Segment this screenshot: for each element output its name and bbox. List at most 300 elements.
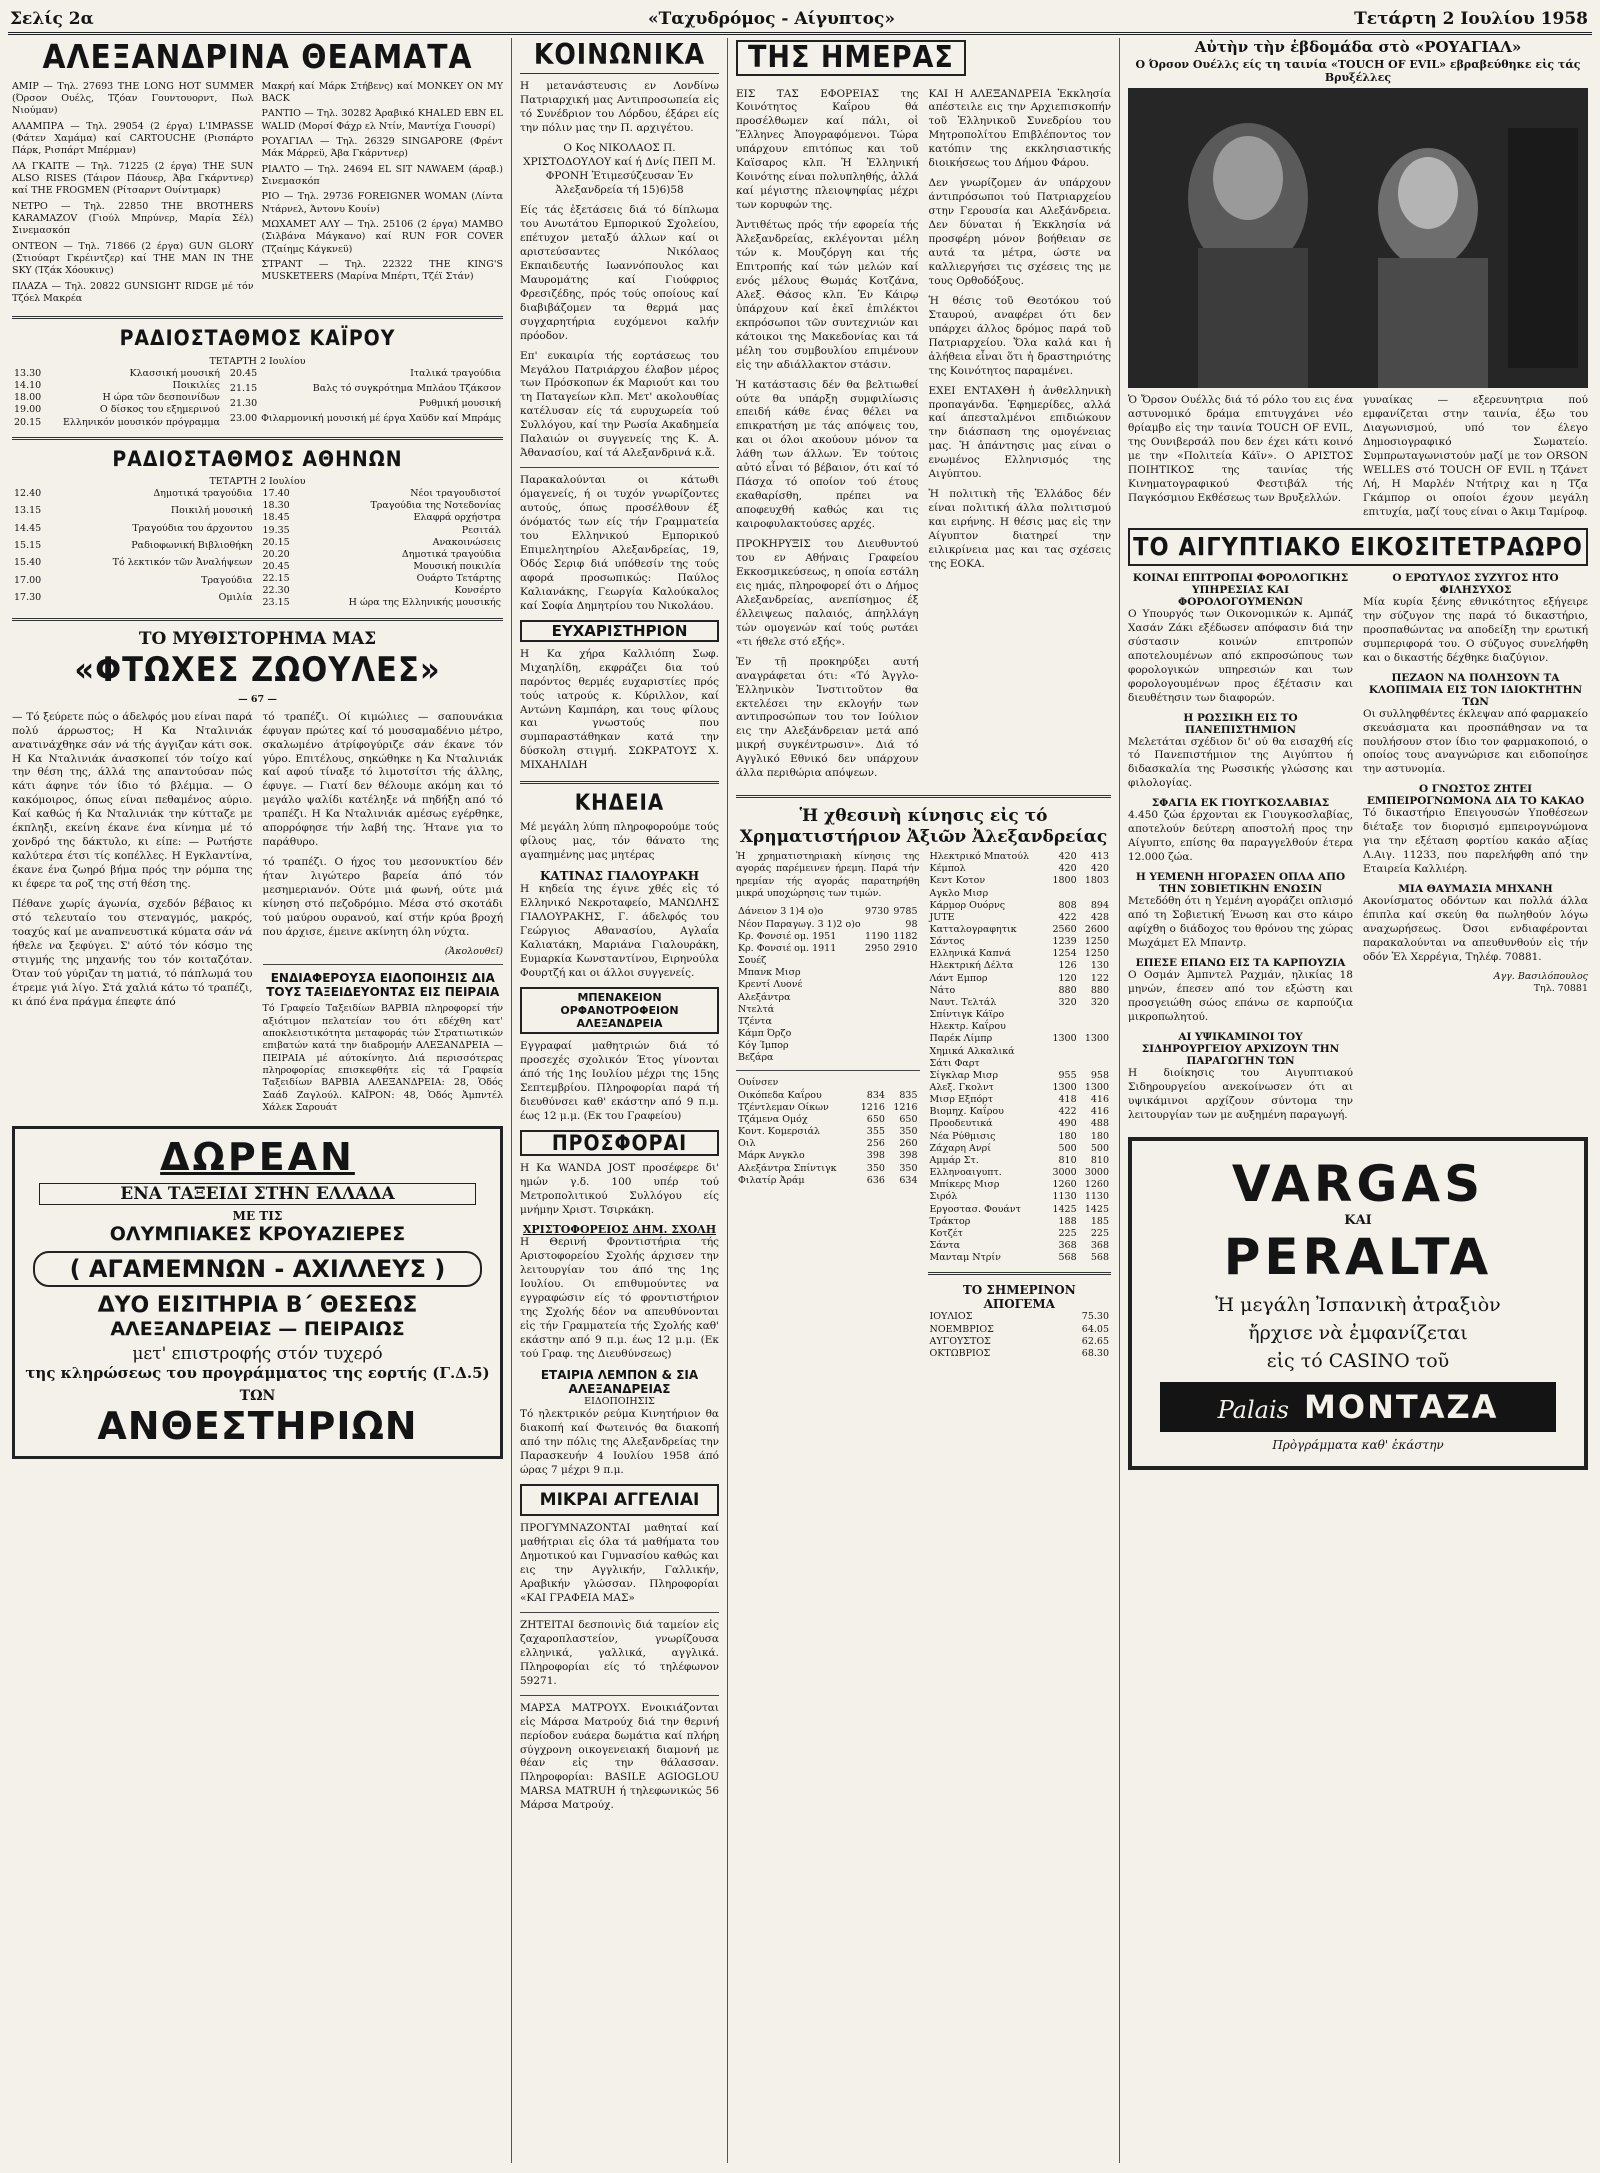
stock-row-cell: 126 (1058, 960, 1077, 972)
stock-row (928, 1082, 1112, 1094)
cotton-row-cell: 75.30 (1081, 1311, 1109, 1323)
stock-row (928, 985, 1112, 997)
stock-row (928, 1009, 1112, 1021)
stock-row-cell: 9785 (893, 906, 918, 918)
cotton-row (928, 1348, 1112, 1360)
radio-program-row (12, 488, 255, 505)
stock-row-cell: 260 (899, 1138, 918, 1150)
stock-row-cell: 636 (866, 1174, 885, 1186)
radio-program-row-cell: 21.15 (229, 383, 258, 395)
offers-text: Η Κα WANDA JOST προσέφερε δι' ημών γ.δ. 100 υπέρ τού Μετροπολιτικού Συλλόγου είς μνήμην Χριστ. Τσιρκάκη. (520, 1161, 719, 1216)
stock-row-cell: 416 (1090, 1094, 1109, 1106)
stock-row (736, 967, 920, 979)
stock-row (928, 1131, 1112, 1143)
ad-casino-line-3: εἰς τό CASINO τοῦ (1266, 1349, 1450, 1372)
social-text-1: Η μετανάστευσις εν Λονδίνω Πατριαρχική μας Αντιπροσωπεία εἰς τό Συνέδριον του Λόρδου, έξάρει είς την πόλιν μας την Π. αρχιγέτου. (520, 80, 719, 135)
funeral-text: Μέ μεγάλη λύπη πληροφορούμε τούς φίλους μας, τόν θάνατο της αγαπημένης μας μητέρας (520, 821, 719, 862)
cinema-entry: ΝΕΤΡΟ — Τηλ. 22850 THE BROTHERS KARAMAZOV (Γιούλ Μπρύνερ, Μαρία Σέλ) Σινεμασκόπ (12, 200, 254, 237)
stock-row-cell: 958 (1090, 1069, 1109, 1081)
stock-row-cell: Ελληνικά Καπνά (929, 948, 1011, 960)
stock-row-cell (891, 979, 919, 991)
cinema-entry: ΛΑ ΓΚΑΙΤΕ — Τηλ. 71225 (2 έργα) THE SUN ALSO RISES (Τάιρον Πάουερ, Άβα Γκάρντνερ) καί THE FROGMEN (Ρίτσαρντ Ουίντμαρκ) (12, 160, 254, 197)
radio-program-row-cell: 23.15 (262, 597, 290, 609)
paper-name: «Ταχυδρόμος - Αίγυπτος» (648, 9, 895, 29)
day-text-f: ΚΑΙ Η ΑΛΕΞΑΝΔΡΕΙΑ Ἐκκλησία απέστειλε εις την Αρχιεπισκοπήν τοῦ Ἑλληνικοῦ Συνεδρίου του Μητροπολίτου Επιβλέποντος τον κατόπιν της εκκλησιαστικής διοικήσεως του Δήμου Φάρου. (928, 87, 1111, 170)
radio-program-row (261, 549, 504, 561)
stock-row-cell (1079, 1058, 1111, 1070)
radio-program-row-cell: Φιλαρμονική μουσική μέ έργα Χαϋδν καί Μπράμς (261, 413, 501, 425)
radio-program-row-cell: 18.45 (262, 512, 290, 524)
radio-program-row-cell: 20.45 (262, 560, 290, 572)
stock-row-cell (891, 1016, 919, 1028)
stock-row-cell: Χημικά Αλκαλικά (929, 1045, 1015, 1057)
stock-row (928, 1179, 1112, 1191)
stock-row-cell: 1190 (865, 930, 890, 942)
radio-program-row (12, 540, 255, 557)
ad-casino-line-1: Ἡ μεγάλη Ἰσπανικὴ ἀτραξιὸν (1215, 1293, 1501, 1316)
stock-row (928, 863, 1112, 875)
radio-program-row-cell: Ρεσιτάλ (461, 524, 501, 536)
stock-row-cell (863, 919, 891, 931)
stock-row (736, 1028, 920, 1040)
radio-program-row-cell: Νέοι τραγουδιστοί (410, 488, 501, 500)
stock-row-cell: 422 (1058, 1106, 1077, 1118)
stock-row-cell: Αλεξάντρα (738, 991, 791, 1003)
radio-program-row (261, 585, 504, 597)
stock-row-cell (863, 1028, 891, 1040)
stock-row-cell: 500 (1058, 1142, 1077, 1154)
day-text-i: ΕΧΕΙ ΕΝΤΑΧΘΗ ἡ ἀνθελληνικὴ προπαγάνδα. Ἐφημερίδες, αλλά καί άπεσταλμένοι επιδιώκουν την διάσπαση της ομογένειας μας. Ἡ ἀπάντησις μας είναι ο ενωμένος Ελληνισμός της Αιγύπτου. (928, 384, 1111, 481)
stock-row-cell: 1216 (893, 1101, 918, 1113)
stock-row-cell: Προοδευτικά (929, 1118, 993, 1130)
stock-row-cell: 1216 (860, 1101, 885, 1113)
radio-program-row (228, 368, 503, 383)
stock-row-cell: 320 (1058, 996, 1077, 1008)
funeral-title: ΚΗΔΕΙΑ (574, 791, 665, 817)
stock-row-cell (891, 955, 919, 967)
stock-row-cell: 1260 (1084, 1179, 1109, 1191)
serial-text-b: Πέθανε χωρίς άγωνία, σχεδόν βέβαιος κι στό τελευταίο του στεναγμός, μακρός, τοαχύς καί με αναπνευστικά κύματα σάν νά ήθελε να ξεφύγει. Σ' αύτό τόν κόσμο της στιγμής της μηχανής του τόν κοιταζόταν. Όταν τού γύριζαν τη ματιά, τό πάπλωμά του έτρεμε γιά λίγο. Στά χαλιά κάτω τό τραπέζι, κι άπό ένα πράγμα έπεφτε άπό (12, 898, 253, 1008)
stock-row-cell (1079, 1009, 1111, 1021)
stock-row-cell: Κεντ Κοτον (929, 875, 986, 887)
radio-program-row-cell: Μουσική ποικιλία (413, 560, 501, 572)
stock-row-cell (863, 967, 891, 979)
article-meat-text: 4.450 ζώα έρχονται εκ Γιουγκοσλαβίας, αποτελούν δεύτερη αποστολή προς την Αίγυπτο, επίσης θα παραγγελθούν έτερα 12.000 ζώα. (1128, 809, 1353, 864)
day-text-h: Ἡ θέσις τοῦ Θεοτόκου τού Σταυρού, αναφέρει ότι δεν υπάρχει άλλος δρόμος παρά τοῦ Πατριαρχείου. Ὅλα καλά και ἡ ἀλήθεια εἶναι ὅτι ἡ δραστηριότης της Κοινότητος παραμένει. (928, 294, 1111, 377)
classified-2: ΖΗΤΕΙΤΑΙ δεσποινὶς διά ταμείον εἰς ζαχαροπλαστείον, γνωρίζουσα ελληνικά, γαλλικά, αγγλικά. Πληροφορίαι είς τό τηλέφωνον 59271. (520, 1618, 719, 1687)
stock-row-cell: 1182 (893, 930, 918, 942)
stock-row (928, 936, 1112, 948)
stock-row-cell: 398 (866, 1150, 885, 1162)
stock-row (736, 1090, 920, 1102)
stock-row-cell (1046, 1046, 1078, 1058)
article-yemen-text: Μετεδόθη ότι η Υεμένη αγοράζει οπλισμό από τη Σοβιετική Ένωση και στο κάιρο αφίχθη ο διάδοχος του θρόνου της χώρας Μωχάμετ Ελ Μπαντρ. (1128, 895, 1353, 949)
radio-program-row-cell: 22.15 (262, 573, 290, 585)
stock-row-cell: 810 (1090, 1154, 1109, 1166)
ad-line-6: ΑΛΕΞΑΝΔΡΕΙΑΣ — ΠΕΙΡΑΙΩΣ (110, 1318, 405, 1341)
radio-program-row-cell: 18.30 (262, 500, 290, 512)
stock-row-cell: Βιομηχ. Καΐρου (929, 1106, 1004, 1118)
stock-row-cell: Κοτζέτ (929, 1227, 963, 1239)
ad-name-peralta: PERALTA (1223, 1227, 1493, 1286)
stock-row-cell: Μάρκ Ανγκλο (738, 1150, 805, 1162)
stock-row (928, 960, 1112, 972)
stock-row-cell: Σιρόλ (929, 1191, 958, 1203)
stock-row (928, 973, 1112, 985)
radio-program-row-cell: Ομιλία (218, 592, 253, 604)
ad-line-7: μετ' επιστροφής στόν τυχερό (132, 1344, 383, 1365)
radio-program-row-cell: 14.10 (14, 380, 42, 392)
stock-row-cell: 185 (1090, 1215, 1109, 1227)
cinema-entry: ΠΛΑΖΑ — Τηλ. 20822 GUNSIGHT RIDGE μέ τόν Τζόελ Μακρέα (12, 280, 254, 305)
stock-row (736, 1040, 920, 1052)
running-header (8, 6, 1592, 35)
radio-program-row-cell: 15.15 (14, 540, 42, 552)
serial-title: «ΦΤΩΧΕΣ ΖΩΟΥΛΕΣ» (74, 649, 441, 690)
stock-row-cell: 955 (1058, 1069, 1077, 1081)
cotton-row-cell: 62.65 (1081, 1335, 1109, 1347)
stock-row-cell: 420 (1090, 863, 1109, 875)
stock-row-cell: JUTE (929, 911, 955, 923)
ad-line-9: ΤΩΝ (239, 1388, 276, 1405)
stock-table-right (928, 851, 1112, 1264)
stock-row (928, 888, 1112, 900)
radio-program-row-cell: Ραδιοφωνική Βιβλιοθήκη (131, 540, 253, 552)
radio-program-row-cell: Ελληνικόν μουσικόν πρόγραμμα (62, 416, 220, 428)
column-entertainment (4, 38, 512, 2163)
radio-program-row (261, 537, 504, 549)
stock-row (928, 851, 1112, 863)
stock-row (736, 1138, 920, 1150)
radio-program-row-cell: 20.15 (262, 536, 290, 548)
stock-row (928, 1143, 1112, 1155)
stock-row-cell: 880 (1090, 984, 1109, 996)
stock-row-cell: 650 (866, 1113, 885, 1125)
stock-row-cell (863, 979, 891, 991)
stock-row-cell: 650 (899, 1113, 918, 1125)
serial-text-c: τό τραπέζι. Οί κιμώλιες — σαπουνάκια έφυγαν πρώτες καί τό μουσαμαδένιο μέτρο, σκαλωμένο άτρίφογύριζε σάν έκανε τόν γύρο. Επιτέλους, σηκώθηκε η Κα Νταλινιάκ καί αφού τίναξε τό λιμοτσίτσι τής άλλης, έφυγε. — Γιατί δεν θέλουμε ακόμη και τό μεγάλο ψαλίδι κατέληξε νά πηδήξη από τό τραπέζι. Η Κα Νταλινιάκ αμέσως εγέρθηκε, απορρόφησε τήν λαβή της. Ήτανε για το παράθυρο. (262, 710, 503, 849)
radio-program-row (261, 597, 504, 609)
stock-row-cell: Κόγ Ίμπορ (738, 1040, 789, 1052)
stock-row-cell (1079, 1046, 1111, 1058)
day-text-j: Ἡ πολιτικὴ τῆς Ἑλλάδος δέν είναι πολιτική άλλα πολιτισμού και ειρήνης. Η θέσις μας εἰς την Αίγυπτον διατηρεί την ειλικρίνεια μας και τας σχέσεις της ΕΟΚΑ. (928, 488, 1111, 570)
radio-athens-title: ΡΑΔΙΟΣΤΑΘΜΟΣ ΑΘΗΝΩΝ (112, 446, 403, 471)
stock-row-cell: Μπίκερς Μισρ (929, 1179, 1000, 1191)
stock-row-cell: 368 (1058, 1240, 1077, 1252)
radio-program-row (261, 500, 504, 512)
serial-text-a: — Τό ξεύρετε πώς ο άδελφός μου είναι παρά πολύ άρρωστος; Η Κα Νταλινιάκ ανατινάχθηκε σάν νά τής άγγιζαν κάτι σοκ. Η Κα Νταλινιάκ άνασκοπεί τόν τοίχο καί την θέση της, άλλά της απαντούσαν πώς κάτι άφηνε τόν ίδιο τό βλέμμα. — Ο κακόμοιρος, όπως είναι πεθαμένος αύριο. Καί καθώς ή Κα Νταλινιάκ την κύτταζε με έκπληξι, εκείνη έκανε ένα κίνημα μέ τό χονδρό της δάκτυλο, κι είπε: — Ρωτήστε καλύτερα έτσι τίς κοπέλλες. Η Εγκλαντίνα, έκανε ένα ζωηρό βήμα πρός την ρόμπα της κι έφερε τα ροζ της στή θέση της. (12, 710, 253, 891)
classifieds-title: ΜΙΚΡΑΙ ΑΓΓΕΛΙΑΙ (520, 1484, 719, 1516)
radio-program-row-cell: 21.30 (229, 398, 258, 410)
stock-row-cell: Παρέκ Λίμπρ (929, 1033, 993, 1045)
radio-athens-left (12, 488, 255, 610)
radio-program-row (261, 561, 504, 573)
ad-line-2: ΜΕ ΤΙΣ (232, 1209, 283, 1224)
stock-row (928, 1058, 1112, 1070)
cinema-entry: ΑΜΙΡ — Τηλ. 27693 THE LONG HOT SUMMER (Όρσον Ουέλς, Τζόαν Γουντουορντ, Πωλ Νιούμαν) (12, 80, 254, 117)
stock-row-cell (854, 1077, 887, 1089)
stock-row-cell (1079, 1021, 1111, 1033)
radio-program-row-cell: Ποικιλή μουσική (170, 505, 253, 517)
stock-row-cell: Ντελτά (738, 1003, 775, 1015)
stock-row-cell (1046, 1009, 1078, 1021)
stock-row-cell: 1300 (1084, 1033, 1109, 1045)
day-text-b: Ἀντιθέτως πρός τήν εφορεία τής Ἀλεξανδρείας, εκλέγονται μέλη τών κ. Μουζόργη και τής Επιτροπής καί τών μελών καί ενός μέλους Θωμάς Κοτζάνα, Αλεξ. Θάσος κλπ. Ἐν Κάιρῳ ὑπάρχουν καί ἐκεῖ ἐπιλέκτοι εκπρόσωποι τῶν συντεχνιών και κάτοικοι της Μακεδονίας και τά μέλη του συμβουλίου επιμένουν εἰς την αδιάλλακτον στάσιν. (736, 219, 919, 371)
article-tax-text: Ο Υπουργός των Οικονομικών κ. Αμπάζ Χασάν Ζάκι εξέδωσεν απόφασιν διά την σύστασιν κοινών επιτροπών αποτελουμένων από εκπροσώπους των φορολογικών υπηρεσιών και των φορολογουμένων προς έξέτασιν και διευθέτησιν των διαφορών. (1128, 607, 1353, 704)
article-machine-text: Ακονίσματος οδόντων και πολλά άλλα έπιπλα καί σκεύη θα πωληθούν λόγω αναχωρήσεως. Όσοι ενδιαφέρονται παρακαλούνται να απευθυνθούν εἰς τήν οδόν Ἐλ Χερρέγια, Τηλέφ. 70881. (1363, 895, 1588, 963)
stock-row (736, 1150, 920, 1162)
stock-row (928, 1070, 1112, 1082)
stock-row-cell: 180 (1090, 1130, 1109, 1142)
stock-row-cell: 1800 (1052, 875, 1077, 887)
ad-venue-banner (1160, 1382, 1556, 1432)
stock-row-cell: Εργοστασ. Φουάντ (929, 1203, 1021, 1215)
serial-label: ΤΟ ΜΥΘΙΣΤΟΡΗΜΑ ΜΑΣ (138, 628, 377, 649)
stock-row-cell: 3000 (1084, 1167, 1109, 1179)
stock-row-cell: Ουίνσεν (738, 1077, 779, 1089)
stock-row (928, 1046, 1112, 1058)
stock-row-cell: 3000 (1052, 1167, 1077, 1179)
stock-row-cell: Κάμπ Όρζο (738, 1027, 792, 1039)
column-of-the-day (728, 38, 1120, 2163)
radio-program-row-cell: Η ώρα της Ελληνικής μουσικής (348, 597, 501, 609)
radio-program-row-cell: 17.40 (262, 488, 290, 500)
radio-cairo-left (12, 368, 222, 429)
stock-row (928, 1094, 1112, 1106)
ad-line-5: ΔΥΟ ΕΙΣΙΤΗΡΙΑ Β΄ ΘΕΣΕΩΣ (97, 1293, 418, 1319)
stock-row-cell: 256 (866, 1138, 885, 1150)
stock-row-cell: Φιλατίρ Ἀράμ (738, 1174, 805, 1186)
stock-row (928, 1204, 1112, 1216)
cotton-row-cell: ΙΟΥΛΙΟΣ (929, 1311, 973, 1323)
stock-row (928, 1021, 1112, 1033)
stock-row-cell: Νέα Ρύθμισις (929, 1130, 996, 1142)
stock-row-cell: 320 (1090, 996, 1109, 1008)
cinema-entry: ΡΙΟ — Τηλ. 29736 FOREIGNER WOMAN (Λίντα Ντάρνελ, Άντονυ Κουίν) (261, 191, 503, 215)
radio-program-row (12, 380, 222, 392)
radio-program-row-cell: 17.00 (14, 574, 42, 586)
stock-row-cell: Οικόπεδα Καΐρου (738, 1089, 822, 1101)
day-title: ΤΗΣ ΗΜΕΡΑΣ (736, 40, 966, 76)
stock-row-cell: Τζέντα (738, 1015, 772, 1027)
stock-row (736, 1077, 920, 1089)
radio-program-row-cell: 13.15 (14, 505, 42, 517)
stock-row-cell: Οιλ (738, 1138, 756, 1150)
stock-row-cell: Κρεντί Λυονέ (738, 979, 803, 991)
stock-row-cell: 225 (1090, 1227, 1109, 1239)
ad-montaza: ΜΟΝΤΑΖΑ (1304, 1387, 1499, 1426)
stock-row-cell: Κάρμορ Ουόρνς (929, 899, 1006, 911)
article-machine-title: ΜΙΑ ΘΑΥΜΑΣΙΑ ΜΗΧΑΝΗ (1398, 883, 1553, 896)
radio-program-row (261, 512, 504, 524)
day-text-d: ΠΡΟΚΗΡΥΞΙΣ του Διευθυντού του εν Αθήναις Γραφείου Εκκοσμικεύσεως, η οποία εστάλη εις ημάς, πληροφορεί ότι ο Δήμος Αλεξανδρείας, ανεπίσημος έξ έλλειψεως παλαιός, άπηλλάγη τών ομογενών καί τούς ρωτάει «τι ήθελε στό εξής». (736, 538, 919, 648)
stock-exchange-tables (736, 851, 1111, 1360)
radio-program-row (12, 368, 222, 380)
radio-program-row (12, 417, 222, 429)
cinema-entry: ΡΟΥΑΓΙΑΛ — Τηλ. 26329 SINGAPORE (Φρέντ Μάκ Μάρρεϋ, Άβα Γκάρντνερ) (261, 136, 503, 160)
stock-row-cell: 880 (1058, 984, 1077, 996)
stock-row (736, 1114, 920, 1126)
radio-program-row-cell: 15.40 (14, 557, 42, 569)
stock-row (928, 1118, 1112, 1130)
radio-program-row-cell: 13.30 (14, 367, 42, 379)
stock-row-cell: 1130 (1052, 1191, 1077, 1203)
stock-row-cell: Νέον Παραγωγ. 3 1)2 ο)ο (738, 918, 861, 930)
stock-row-cell: 568 (1090, 1252, 1109, 1264)
thanks-text: Η Κα χήρα Καλλιόπη Σωφ. Μιχαηλίδη, εκφράζει δια τού παρόντος θερμές ευχαριστίες πρός τούς ιατρούς κ. Κύριλλον, καί Αντώνη Καμπάρη, και τους φίλους και γνωστούς που συμπαραστάθηκαν κατά την δύσκολη στιγμή. ΣΩΚΡΑΤΟΥΣ Χ. ΜΙΧΑΗΛΙΔΗ (520, 647, 719, 772)
stock-row-cell: 2910 (893, 942, 918, 954)
radio-program-row-cell: 22.30 (262, 585, 290, 597)
social-wedding: Ο Κος ΝΙΚΟΛΑΟΣ Π. ΧΡΙΣΤΟΔΟΥΛΟΥ καί ή Δνίς ΠΕΠ Μ. ΦΡΟΝΗ Ἐτιμεσύζευσαν Ἐν Ἀλεξανδρεία τή 15)6)58 (523, 142, 716, 197)
stock-row-cell: 490 (1058, 1118, 1077, 1130)
stock-row (928, 997, 1112, 1009)
article-melons-title: ΕΠΕΣΕ ΕΠΑΝΩ ΕΙΣ ΤΑ ΚΑΡΠΟΥΖΙΑ (1135, 956, 1346, 969)
radio-program-row-cell: Δημοτικά τραγούδια (153, 488, 253, 500)
stock-row (928, 1240, 1112, 1252)
stock-row (736, 1052, 920, 1064)
stock-row-cell (891, 992, 919, 1004)
stock-row-cell: 1250 (1084, 936, 1109, 948)
stock-row (736, 919, 920, 931)
stock-exchange-title: Ἡ χθεσινὴ κίνησις εἰς τό Χρηματιστήριον Ἀξιῶν Ἀλεξανδρείας (739, 806, 1108, 847)
casino-advertisement (1128, 1137, 1588, 1470)
cinema-list-left (12, 81, 254, 309)
stock-table-left-2 (736, 1077, 920, 1186)
stock-row (928, 1216, 1112, 1228)
radio-program-row-cell: 23.00 (229, 413, 258, 425)
stock-row (736, 1016, 920, 1028)
radio-program-row-cell: Ελαφρά ορχήστρα (413, 512, 501, 524)
day-text-e: Ἐν τῇ προκηρύξει αυτή αναγράφεται ότι: «Τό Ἀγγλο-Ἑλληνικὸν Ἰνστιτοῦτον θα εκτελέσει την εκλογήν των αντιπροσώπων του τον Ιούλιον εις την Αλεξάνδρειαν μετά από μικρή συγκέντρωσιν». Διά τό Αγγλικό Εθνικό δεν υπάρχουν άλλα περιθώρια απόψεων. (736, 655, 919, 780)
cotton-row-cell: ΝΟΕΜΒΡΙΟΣ (929, 1323, 994, 1335)
radio-program-row-cell: Ουάρτο Τετάρτης (416, 573, 501, 585)
stock-row (928, 875, 1112, 887)
social-text-3: Είς τάς ἐξετάσεις διά τό δίπλωμα του Ανωτάτου Εμπορικού Σχολείου, επέτυχον μεταξύ άλλων καί οι αριστεύσαντες Νικόλαος Εκπαιδευτής Ιωαννόπουλος και Μαυρομάτης καί Γιούφριος Φρεσιζέδης, πρός τούς οποίους καί διαβιβάζομεν τα θερμά μας συγχαρητήρια ευχόμενοι καλήν πρόοδον. (520, 204, 719, 342)
stock-row-cell (1046, 1058, 1078, 1070)
stock-row-cell (1046, 1021, 1078, 1033)
ad-line-3: ΟΛΥΜΠΙΑΚΕΣ ΚΡΟΥΑΖΙΕΡΕΣ (109, 1223, 406, 1246)
stock-row (928, 924, 1112, 936)
stock-row-cell (863, 1004, 891, 1016)
social-text-4: Επ' ευκαιρία τής εορτάσεως του Μεγάλου Πατριάρχου έλαβον μέρος των Πρόσκοπων έκ Μαριούτ και του τη Παταγείων κλπ. Μετ' ακολουθίας κατέλυσαν είς τά ευρυχωρεία τού Συλλόγου, καί την Ρωσία Ακαδημεία Παλαιών οι συγγενείς της Κ. Α. Ἀθανασίου, καί τά Αλεξανδρινά κ.ἄ. (520, 349, 719, 460)
stock-row-cell: Κοντ. Κομερσιάλ (738, 1126, 821, 1138)
cinema-entry: Μακρή καί Μάρκ Στήβενς) καί MONKEY ON MY BACK (261, 80, 503, 104)
column-egypt (1120, 38, 1596, 2163)
stock-row-cell: Σάντος (929, 936, 965, 948)
stock-row-cell: Μπανκ Μισρ (738, 967, 801, 979)
stock-row-cell: Λάντ Εμπορ (929, 972, 988, 984)
stock-row-cell: 894 (1090, 899, 1109, 911)
radio-program-row-cell: Ο δίσκος του εξημερινού (99, 404, 220, 416)
radio-program-row-cell: 17.30 (14, 592, 42, 604)
stock-row-cell: 810 (1058, 1154, 1077, 1166)
radio-cairo-day: ΤΕΤΑΡΤΗ 2 Ιουλίου (209, 355, 306, 367)
article-signature: Αγγ. Βασιλόπουλος (1493, 970, 1588, 982)
stock-row-cell (891, 967, 919, 979)
column-social (512, 38, 728, 2163)
cinema-entry: ΟΝΤΕΟΝ — Τηλ. 71866 (2 έργα) GUN GLORY (Στιούαρτ Γκρέιντζερ) καί THE MAN IN THE SKY (Τζάκ Χόουκινς) (12, 240, 254, 277)
article-yemen-title: Η ΥΕΜΕΝΗ ΗΓΟΡΑΣΕΝ ΟΠΛΑ ΑΠΟ ΤΗΝ ΣΟΒΙΕΤΙΚΗΝ ΕΝΩΣΙΝ (1135, 871, 1346, 896)
stock-row (736, 992, 920, 1004)
school-text: Η Θερινή Φροντιστήρια τής Αριστοφορείου Σχολής άρχισεν την λειτουργίαν του άπό της 1ης Ιουλίου. Οι επιθυμούντες να εγγραφώσιν είς τό φροντιστήριον της Σχολής δέον να απευθύνονται εἰς τήν Γραμματεία τής Σχολής καθ' εκάστην από 9 π.μ. έως 12 μ.μ. (Εκ τού Γραφ. της Διευθύνσεως) (520, 1236, 719, 1361)
article-husband-title: Ο ΕΡΩΤΥΛΟΣ ΣΥΖΥΓΟΣ ΗΤΟ ΦΙΛΗΣΥΧΟΣ (1392, 571, 1559, 596)
stock-row-cell: 2560 (1052, 923, 1077, 935)
stock-row-cell: Βεζάρα (738, 1052, 774, 1064)
stock-row-cell: Σπίντιγκ Κάϊρο (929, 1009, 1005, 1021)
stock-row (928, 1191, 1112, 1203)
stock-table-left (736, 906, 920, 1064)
ad-line-1: ΕΝΑ ΤΑΞΕΙΔΙ ΣΤΗΝ ΕΛΛΑΔΑ (39, 1183, 476, 1205)
cotton-row (928, 1311, 1112, 1323)
stock-row-cell: 1425 (1084, 1203, 1109, 1215)
stock-row-cell: 420 (1058, 851, 1077, 863)
stock-row-cell: Τράκτορ (929, 1215, 971, 1227)
cotton-row (928, 1336, 1112, 1348)
cinema-entry: ΑΛΑΜΠΡΑ — Τηλ. 29054 (2 έργα) L'IMPASSE (Φάτεν Χαμάμα) καί CARTOUCHE (Ρισπάρτο Πάρκ, Ρισπάρτ Μπέρμαν) (12, 120, 254, 157)
stock-row-cell: Δάνειον 3 1)4 ο)ο (738, 906, 824, 918)
photo-subheadline: Ο Όρσον Ουέλλς είς τη ταινία «TOUCH OF EVIL» εβραβεύθηκε εἰς τάς Βρυξέλλες (1135, 58, 1581, 84)
ad-casino-footer: Πρὸγράμματα καθ' ἑκάστην (1272, 1437, 1444, 1452)
radio-program-row-cell: 20.20 (262, 548, 290, 560)
radio-program-row-cell: Ανακοινώσεις (432, 536, 501, 548)
stock-row-cell: Μισρ Εξπόρτ (929, 1094, 994, 1106)
stock-row-cell: Κέμπολ (929, 863, 966, 875)
stock-row-cell: Νάτο (929, 984, 956, 996)
stock-row-cell (891, 1028, 919, 1040)
photo-caption-a: Ὁ Ὄρσον Ουέλλς διά τό ρόλο του εις ένα αστυνομικό δράμα επιτυγχάνει νέο θρίαμβο εἰς την ταινία TOUCH OF EVIL, της Ουνιβερσάλ που δεν έχει κάτι κοινό με την «Πολιτεία Κάϊν». Ο ΑΡΙΣΤΟΣ ΠΟΙΗΤΙΚΟΣ της ταινίας τής Κινηματογραφικού Φεστιβάλ τής Παγκόσμιου Εκθέσεως των Βρυξελλών. (1128, 394, 1353, 504)
ad-free-title: ΔΩΡΕΑΝ (160, 1135, 355, 1180)
stock-row-cell: 98 (905, 918, 918, 930)
stock-row-cell: 1250 (1084, 948, 1109, 960)
entertainment-title: ΑΛΕΞΑΝΔΡΙΝΑ ΘΕΑΜΑΤΑ (42, 38, 473, 76)
ad-festival: ΑΝΘΕΣΤΗΡΙΩΝ (97, 1404, 418, 1449)
ad-name-vargas: VARGAS (1231, 1154, 1485, 1213)
stock-row-cell: 1254 (1052, 948, 1077, 960)
stock-row-cell: Κρ. Φονσιέ ομ. 1951 (738, 930, 837, 942)
social-text-5: Παρακαλούνται οι κάτωθι όμαγενείς, ή οι τυχόν γνωρίζοντες αυτούς, όπως προσέλθουν έξ όνόματός των είς τήν Γραμματεία του Ελληνικού Εμπορικού Επιμελητηρίου Αλεξανδρείας, 19, Όδός Σεριφ διά υπόθεσίν της τούς αφορά προσωπικώς: Παύλος Καλιανάκης, Γεωργία Καλούκαλος καί Σοφία Δημητρίου του Νικολάου. (520, 474, 719, 612)
stock-row (736, 943, 920, 955)
radio-program-row-cell: Ιταλικά τραγούδια (410, 367, 501, 379)
stock-row (736, 1175, 920, 1187)
stock-row-cell: 355 (866, 1126, 885, 1138)
stock-row (928, 1155, 1112, 1167)
stock-row-cell: 130 (1090, 960, 1109, 972)
stock-row-cell (863, 1016, 891, 1028)
serial-text-d: τό τραπέζι. Ο ήχος του μεσονυκτίου δέν ήταν λιγώτερο βαρεία άπό τόν μεσημεριανόν. Ούτε μιά φωνή, ούτε μιά κίνηση στό πεζοδρόμιο. Μέσα στό σκοτάδι τού μαύρου ουρανού, καί στήν κρύα βροχή που άρχισε, έμεινε ακίνητη όλη νύχτα. (262, 856, 503, 938)
ad-casino-line-2: ἤρχισε νὰ ἐμφανίζεται (1248, 1321, 1468, 1344)
offers-title: ΠΡΟΣΦΟΡΑΙ (520, 1130, 719, 1156)
stock-row-cell (863, 1040, 891, 1052)
article-cocoa-title: Ο ΓΝΩΣΤΟΣ ΖΗΤΕΙ ΕΜΠΕΙΡΟΓΝΩΜΟΝΑ ΔΙΑ ΤΟ ΚΑΚΑΟ (1366, 783, 1585, 808)
travel-notice-title: ΕΝΔΙΑΦΕΡΟΥΣΑ ΕΙΔΟΠΟΙΗΣΙΣ ΔΙΑ ΤΟΥΣ ΤΑΞΕΙΔΕΥΟΝΤΑΣ ΕΙΣ ΠΕΙΡΑΙΑ (266, 971, 500, 1000)
stock-row (736, 1126, 920, 1138)
ad-line-8: της κληρώσεως του προγράμματος της εορτής (Γ.Δ.5) (25, 1364, 490, 1383)
company-text: Τό ηλεκτρικόν ρεύμα Κινητήριον θα διακοπή καί Φωτεινός θα διακοπή από την πόλις της Αλεξανδρείας την Παρασκευήν 4 Ιουλίου 1958 άπό ώρας 7 μέχρι 9 π.μ. (520, 1408, 719, 1477)
stock-row-cell (891, 1004, 919, 1016)
stock-row-cell: 422 (1058, 911, 1077, 923)
stock-row-cell: 418 (1058, 1094, 1077, 1106)
stock-row-cell (887, 1077, 920, 1089)
stock-row-cell: 350 (899, 1126, 918, 1138)
stock-row (928, 900, 1112, 912)
ad-and: ΚΑΙ (1344, 1212, 1372, 1228)
stock-row-cell: 1260 (1052, 1179, 1077, 1191)
radio-program-row-cell: 19.00 (14, 404, 42, 416)
stock-row-cell: Αγκλο Μισρ (929, 887, 989, 899)
radio-program-row-cell: 18.00 (14, 392, 42, 404)
radio-program-row (261, 525, 504, 537)
stock-row-cell: 1300 (1052, 1082, 1077, 1093)
